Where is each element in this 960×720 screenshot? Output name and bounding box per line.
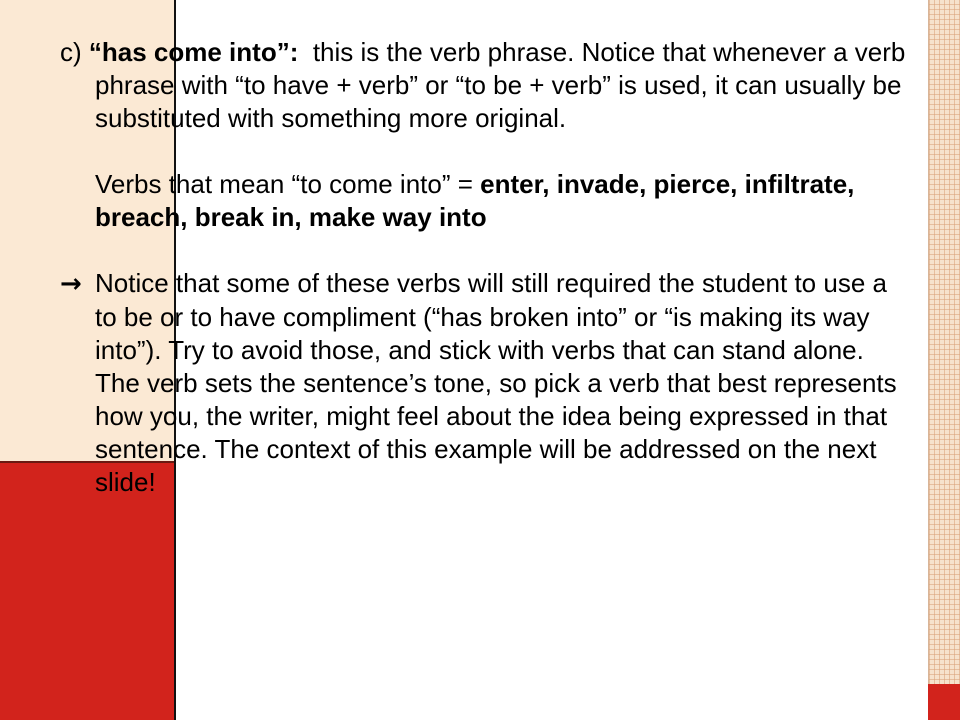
right-grid-strip [928, 0, 960, 720]
synonyms-paragraph [60, 168, 915, 234]
right-arrow-icon: → [60, 269, 82, 299]
verb-phrase-explanation: this is the verb phrase. Notice that whenever a verb phrase with “to have + verb” or “to be + verb” is used, it can usually be substituted with something more original. [95, 37, 913, 133]
verb-phrase-paragraph [60, 36, 915, 135]
slide-body [60, 36, 915, 499]
left-red-panel [0, 462, 175, 720]
synonyms-lead: Verbs that mean “to come into” = [95, 169, 481, 199]
note-paragraph [60, 267, 915, 499]
paragraph-gap [60, 234, 915, 267]
right-red-block [928, 684, 960, 720]
item-prefix: c) [60, 37, 89, 67]
verb-phrase: “has come into”: [88, 37, 299, 67]
note-text: Notice that some of these verbs will still required the student to use a to be or to have compliment (“has broken into” or “is making its way into”). Try to avoid those, and stick with verbs that can stand alone. The verb sets the sentence’s tone, so pick a verb that best represents how you, the writer, might feel about the idea being expressed in that sentence. The context of this example will be addressed on the next slide! [95, 268, 897, 497]
paragraph-gap [60, 135, 915, 168]
synonym-verbs: enter, invade, pierce, infiltrate, breach, break in, make way into [95, 169, 855, 232]
